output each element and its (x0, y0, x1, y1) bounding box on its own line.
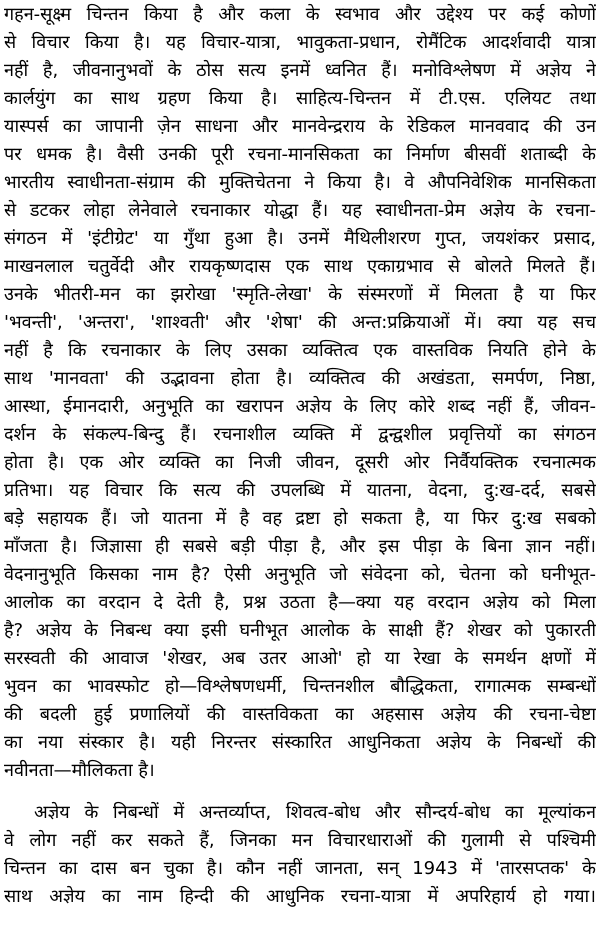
text-line: का नया संस्कार है। यही निरन्तर संस्कारित आधुनिकता अज्ञेय के निबन्धों की (4, 732, 596, 753)
text-line: आस्था, ईमानदारी, अनुभूति का खरापन अज्ञेय के लिए कोरे शब्द नहीं हैं, जीवन- (4, 396, 596, 417)
text-line: माँजता है। जिज्ञासा ही सबसे बड़ी पीड़ा है, और इस पीड़ा के बिना ज्ञान नहीं। (4, 536, 596, 557)
text-line: कार्लयुंग का साथ ग्रहण किया है। साहित्य-चिन्तन में टी.एस. एलियट तथा (4, 88, 596, 109)
text-line: चिन्तन का दास बन चुका है। कौन नहीं जानता, सन् 1943 में 'तारसप्तक' के (4, 858, 596, 879)
text-line: वेदनानुभूति किसका नाम है? ऐसी अनुभूति जो संवेदना को, चेतना को घनीभूत- (4, 564, 596, 585)
text-line: भारतीय स्वाधीनता-संग्राम की मुक्तिचेतना ने किया है। वे औपनिवेशिक मानसिकता (4, 172, 596, 193)
text-line: की बदली हुई प्रणालियों की वास्तविकता का अहसास अज्ञेय की रचना-चेष्टा (4, 704, 596, 725)
text-line: अज्ञेय के निबन्धों में अन्तर्व्याप्त, शिवत्व-बोध और सौन्दर्य-बोध का मूल्यांकन (34, 802, 596, 823)
text-line: बड़े सहायक हैं। जो यातना में है वह द्रष्टा हो सकता है, या फिर दु:ख सबको (4, 508, 596, 529)
text-line: उनके भीतरी-मन का झरोखा 'स्मृति-लेखा' के संस्मरणों में मिलता है या फिर (4, 284, 596, 305)
text-line: गहन-सूक्ष्म चिन्तन किया है और कला के स्वभाव और उद्देश्य पर कई कोणों (4, 4, 596, 25)
text-line: प्रतिभा। यह विचार कि सत्य की उपलब्धि में यातना, वेदना, दु:ख-दर्द, सबसे (4, 480, 596, 501)
text-line: साथ 'मानवता' की उद्भावना होता है। व्यक्तित्व की अखंडता, समर्पण, निष्ठा, (4, 368, 596, 389)
text-line: 'भवन्ती', 'अन्तरा', 'शाश्वती' और 'शेषा' की अन्त:प्रक्रियाओं में। क्या यह सच (4, 312, 596, 333)
text-line: से डटकर लोहा लेनेवाले रचनाकार योद्धा हैं। यह स्वाधीनता-प्रेम अज्ञेय के रचना- (4, 200, 596, 221)
text-line: यास्पर्स का जापानी ज़ेन साधना और मानवेन्द्रराय के रेडिकल मानववाद की उन (4, 116, 596, 137)
text-line: होता है। एक ओर व्यक्ति का निजी जीवन, दूसरी ओर निर्वैयक्तिक रचनात्मक (4, 452, 596, 473)
text-line: नहीं है कि रचनाकार के लिए उसका व्यक्तित्व एक वास्तविक नियति होने के (4, 340, 596, 361)
text-line: भुवन का भावस्फोट हो—विश्लेषणधर्मी, चिन्तनशील बौद्धिकता, रागात्मक सम्बन्धों (4, 676, 596, 697)
text-line: नवीनता—मौलिकता है। (4, 760, 155, 781)
text-line: माखनलाल चतुर्वेदी और रायकृष्णदास एक साथ एकाग्रभाव से बोलते मिलते हैं। (4, 256, 596, 277)
text-line: नहीं है, जीवनानुभवों के ठोस सत्य इनमें ध्वनित हैं। मनोविश्लेषण में अज्ञेय ने (4, 60, 596, 81)
text-line: है? अज्ञेय के निबन्ध क्या इसी घनीभूत आलोक के साक्षी हैं? शेखर को पुकारती (4, 620, 596, 641)
text-line: सरस्वती की आवाज 'शेखर, अब उतर आओ' हो या रेखा के समर्थन क्षणों में (4, 648, 596, 669)
text-line: आलोक का वरदान दे देती है, प्रश्न उठता है—क्या यह वरदान अज्ञेय को मिला (4, 592, 596, 613)
text-line: से विचार किया है। यह विचार-यात्रा, भावुकता-प्रधान, रोमैंटिक आदर्शवादी यात्रा (4, 32, 596, 53)
text-line: पर धमक है। वैसी उनकी पूरी रचना-मानसिकता का निर्माण बीसवीं शताब्दी के (4, 144, 596, 165)
text-line: साथ अज्ञेय का नाम हिन्दी की आधुनिक रचना-यात्रा में अपरिहार्य हो गया। (4, 886, 596, 907)
text-line: दर्शन के संकल्प-बिन्दु हैं। रचनाशील व्यक्ति में द्वन्द्वशील प्रवृत्तियों का संगठन (4, 424, 596, 445)
text-line: वे लोग नहीं कर सकते हैं, जिनका मन विचारधाराओं की गुलामी से पश्चिमी (4, 830, 596, 851)
text-line: संगठन में 'इंटीग्रेट' या गुँथा हुआ है। उनमें मैथिलीशरण गुप्त, जयशंकर प्रसाद, (4, 228, 596, 249)
